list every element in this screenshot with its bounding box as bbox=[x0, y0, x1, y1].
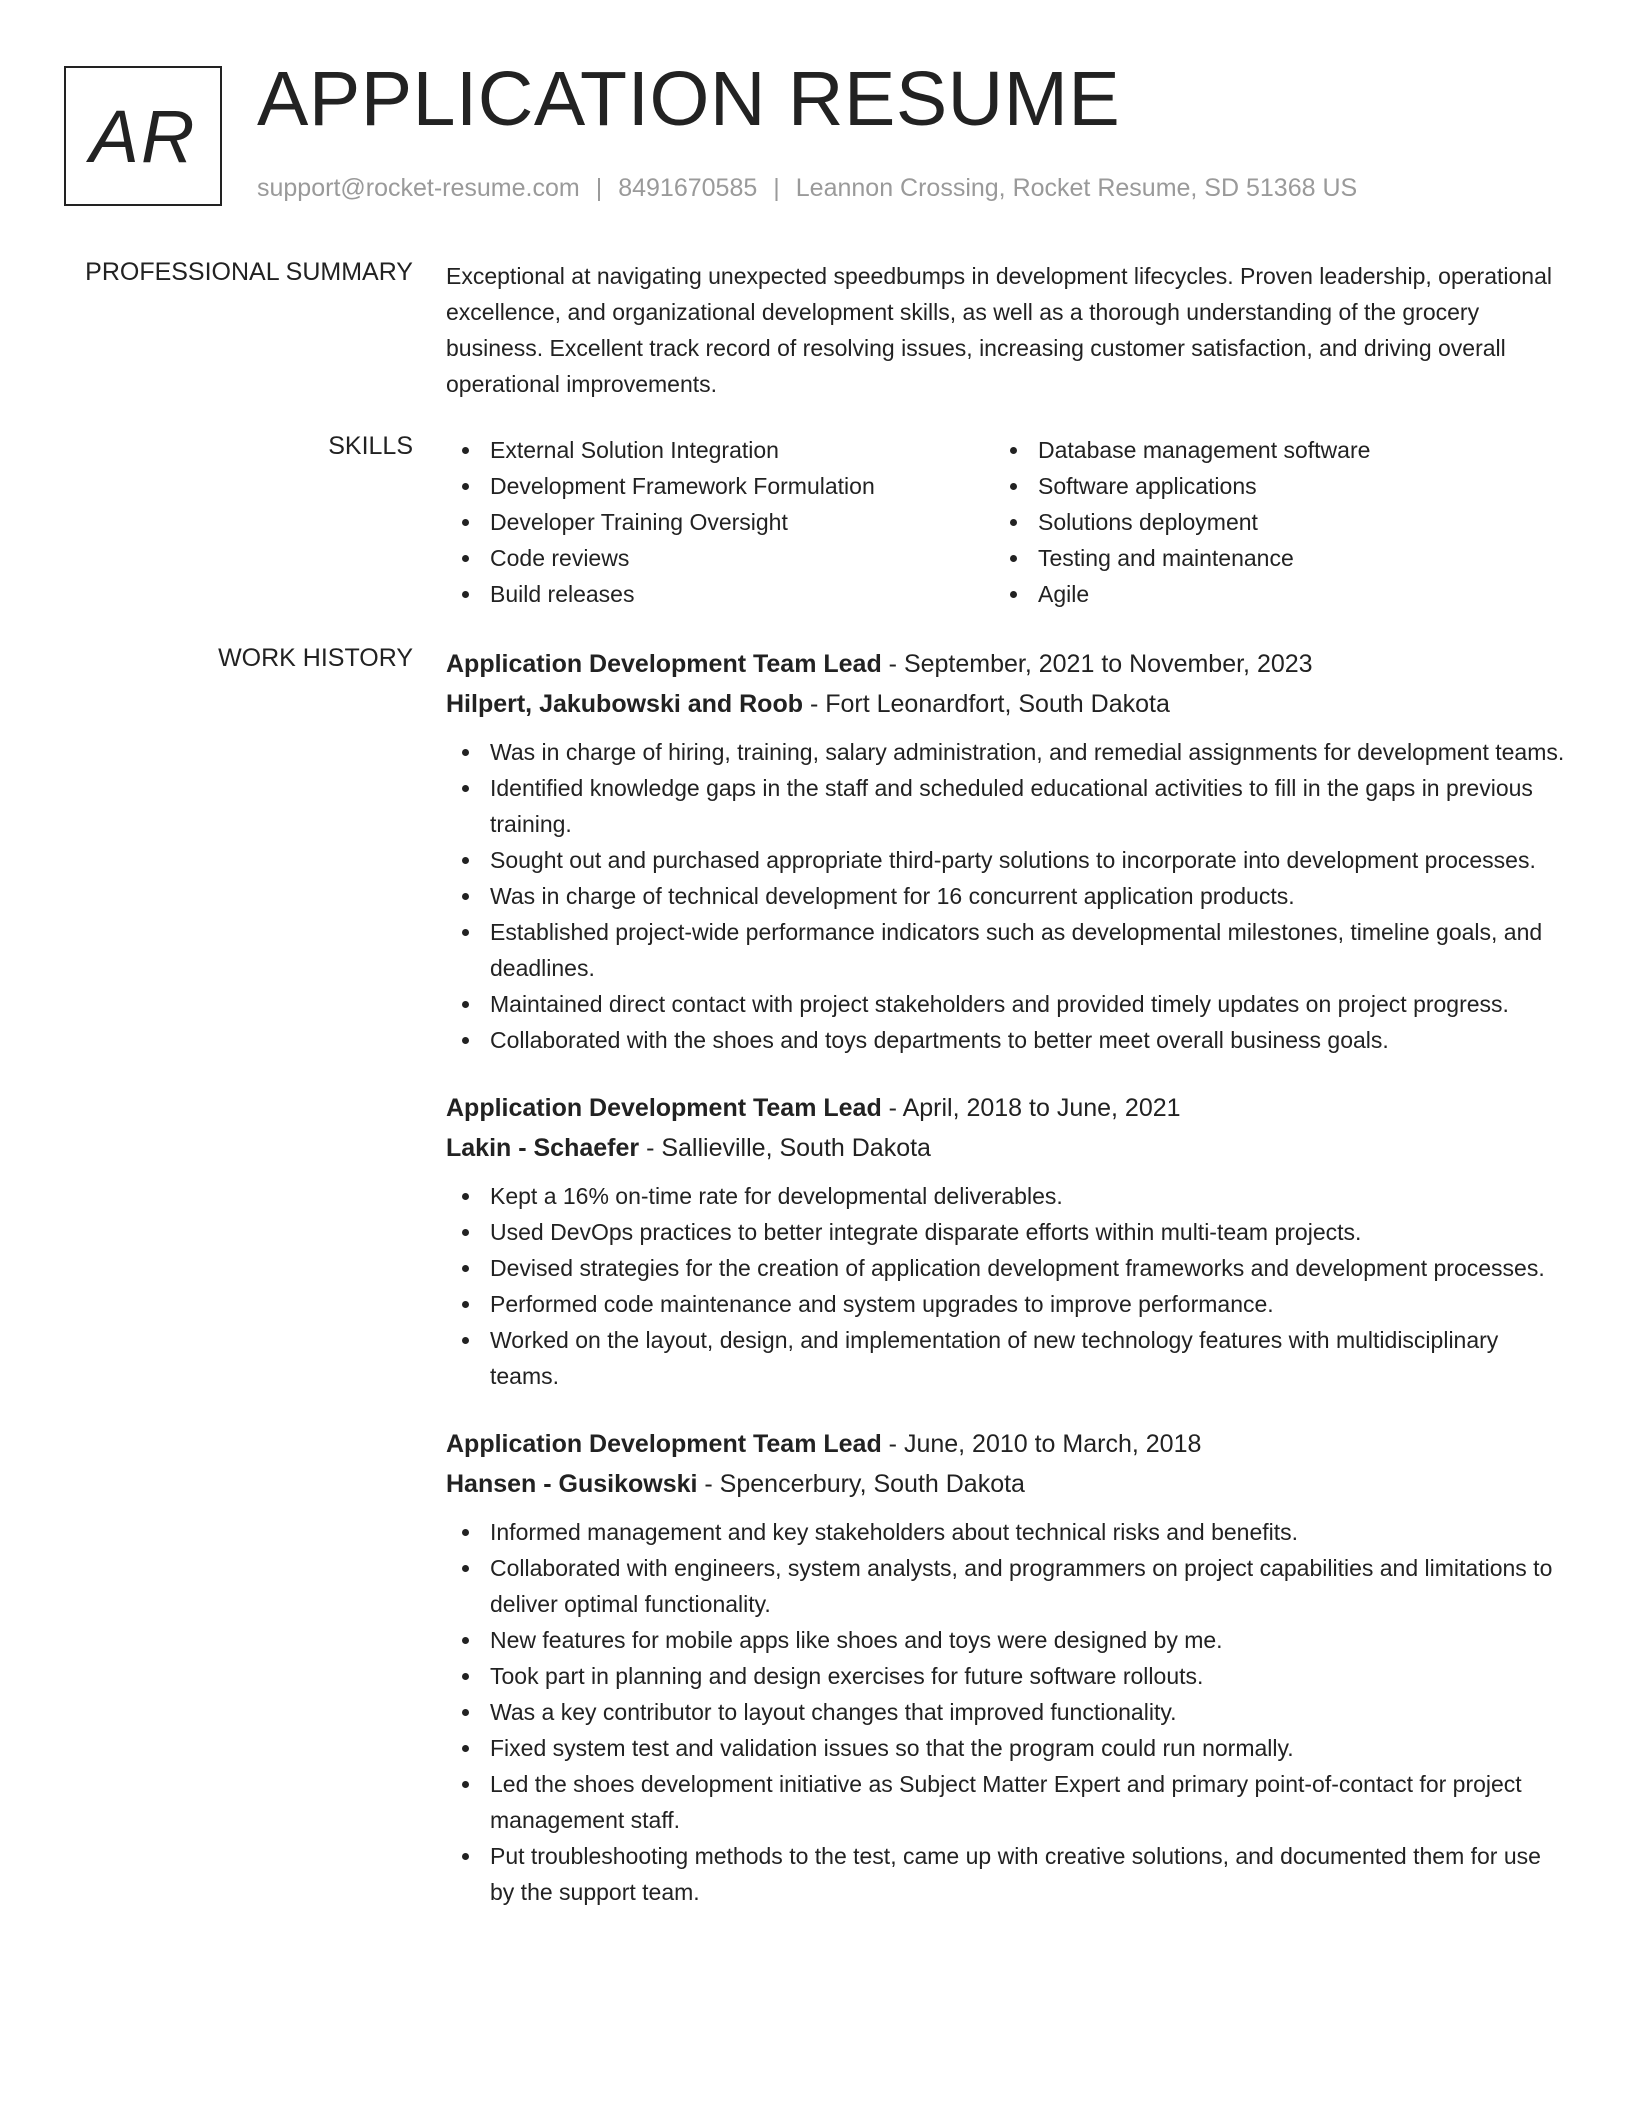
job-bullet: Established project-wide performance indicators such as developmental milestones, timeline goals, and deadlines. bbox=[446, 914, 1566, 986]
skill-item: Testing and maintenance bbox=[994, 540, 1542, 576]
job-company: Hilpert, Jakubowski and Roob bbox=[446, 690, 803, 718]
job-dates: - June, 2010 to March, 2018 bbox=[881, 1430, 1202, 1458]
job-bullet: Kept a 16% on-time rate for developmental deliverables. bbox=[446, 1178, 1566, 1214]
contact-separator: | bbox=[773, 174, 780, 202]
skill-item: Code reviews bbox=[446, 540, 994, 576]
skill-item: Solutions deployment bbox=[994, 504, 1542, 540]
job-company-line bbox=[446, 1464, 1566, 1504]
monogram-initials: AR bbox=[89, 94, 197, 178]
job-bullet: Informed management and key stakeholders about technical risks and benefits. bbox=[446, 1514, 1566, 1550]
job-location: - Sallieville, South Dakota bbox=[639, 1134, 931, 1162]
job-bullet: Put troubleshooting methods to the test, came up with creative solutions, and documented them for use by the support team. bbox=[446, 1838, 1566, 1910]
skills-list-right bbox=[994, 432, 1542, 612]
job-bullet: Worked on the layout, design, and implementation of new technology features with multidisciplinary teams. bbox=[446, 1322, 1566, 1394]
job-bullet: New features for mobile apps like shoes and toys were designed by me. bbox=[446, 1622, 1566, 1658]
job-bullet: Was in charge of technical development for 16 concurrent application products. bbox=[446, 878, 1566, 914]
job-bullet: Performed code maintenance and system upgrades to improve performance. bbox=[446, 1286, 1566, 1322]
skills-body bbox=[446, 432, 1566, 612]
summary-body bbox=[446, 258, 1566, 402]
job-entry bbox=[446, 1088, 1566, 1394]
monogram-box bbox=[64, 66, 222, 206]
job-bullet: Maintained direct contact with project stakeholders and provided timely updates on project progress. bbox=[446, 986, 1566, 1022]
job-location: - Fort Leonardfort, South Dakota bbox=[803, 690, 1170, 718]
skill-item: Database management software bbox=[994, 432, 1542, 468]
job-company-line bbox=[446, 1128, 1566, 1168]
job-entry bbox=[446, 644, 1566, 1058]
job-location: - Spencerbury, South Dakota bbox=[697, 1470, 1025, 1498]
job-company: Lakin - Schaefer bbox=[446, 1134, 640, 1162]
job-title-line bbox=[446, 1424, 1566, 1464]
job-bullet: Devised strategies for the creation of application development frameworks and development processes. bbox=[446, 1250, 1566, 1286]
contact-separator: | bbox=[595, 174, 603, 202]
job-bullet: Fixed system test and validation issues so that the program could run normally. bbox=[446, 1730, 1566, 1766]
skills-list-left bbox=[446, 432, 994, 612]
contact-phone[interactable]: 8491670585 bbox=[618, 174, 758, 202]
job-dates: - April, 2018 to June, 2021 bbox=[881, 1094, 1181, 1122]
skill-item: Software applications bbox=[994, 468, 1542, 504]
contact-address: Leannon Crossing, Rocket Resume, SD 51368 US bbox=[795, 174, 1358, 202]
summary-heading: PROFESSIONAL SUMMARY bbox=[85, 258, 413, 286]
job-title-line bbox=[446, 1088, 1566, 1128]
work-history-heading: WORK HISTORY bbox=[218, 644, 413, 672]
job-title: Application Development Team Lead bbox=[446, 1430, 882, 1458]
job-title: Application Development Team Lead bbox=[446, 650, 882, 678]
skill-item: Developer Training Oversight bbox=[446, 504, 994, 540]
job-bullet: Collaborated with the shoes and toys departments to better meet overall business goals. bbox=[446, 1022, 1566, 1058]
contact-line bbox=[257, 174, 1357, 203]
job-bullets bbox=[446, 1514, 1566, 1910]
job-title: Application Development Team Lead bbox=[446, 1094, 882, 1122]
skill-item: External Solution Integration bbox=[446, 432, 994, 468]
job-bullet: Sought out and purchased appropriate third-party solutions to incorporate into development processes. bbox=[446, 842, 1566, 878]
job-entry bbox=[446, 1424, 1566, 1910]
job-bullet: Identified knowledge gaps in the staff and scheduled educational activities to fill in the gaps in previous training. bbox=[446, 770, 1566, 842]
job-bullet: Was a key contributor to layout changes that improved functionality. bbox=[446, 1694, 1566, 1730]
work-history-body bbox=[446, 644, 1566, 1940]
skills-heading: SKILLS bbox=[328, 432, 413, 460]
job-bullet: Collaborated with engineers, system analysts, and programmers on project capabilities and limitations to deliver optimal functionality. bbox=[446, 1550, 1566, 1622]
job-bullets bbox=[446, 734, 1566, 1058]
job-bullet: Used DevOps practices to better integrate disparate efforts within multi-team projects. bbox=[446, 1214, 1566, 1250]
page-title: APPLICATION RESUME bbox=[257, 56, 1121, 142]
job-bullet: Took part in planning and design exercises for future software rollouts. bbox=[446, 1658, 1566, 1694]
job-dates: - September, 2021 to November, 2023 bbox=[881, 650, 1313, 678]
job-company: Hansen - Gusikowski bbox=[446, 1470, 698, 1498]
skill-item: Build releases bbox=[446, 576, 994, 612]
job-bullet: Was in charge of hiring, training, salary administration, and remedial assignments for development teams. bbox=[446, 734, 1566, 770]
job-bullet: Led the shoes development initiative as Subject Matter Expert and primary point-of-contact for project management staff. bbox=[446, 1766, 1566, 1838]
skill-item: Agile bbox=[994, 576, 1542, 612]
contact-email[interactable]: support@rocket-resume.com bbox=[257, 174, 580, 202]
skill-item: Development Framework Formulation bbox=[446, 468, 994, 504]
job-title-line bbox=[446, 644, 1566, 684]
summary-text: Exceptional at navigating unexpected speedbumps in development lifecycles. Proven leadership, operational excellence, and organizational development skills, as well as a thorough understanding of the grocery business. Excellent track record of resolving issues, increasing customer satisfaction, and driving overall operational improvements. bbox=[446, 263, 1552, 397]
job-bullets bbox=[446, 1178, 1566, 1394]
job-company-line bbox=[446, 684, 1566, 724]
